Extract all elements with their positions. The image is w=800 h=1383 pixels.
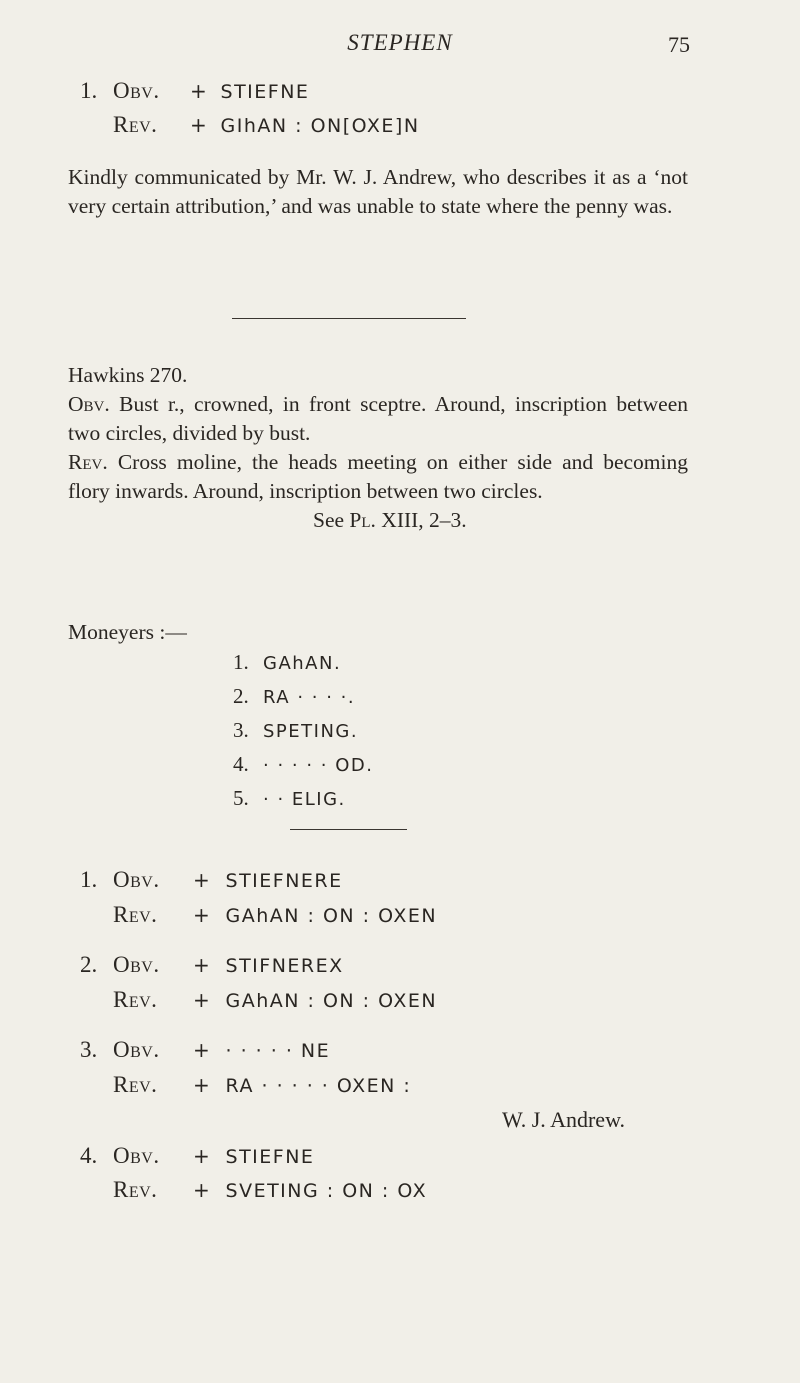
cross-icon: + (190, 79, 207, 103)
plate-label: Pl. (349, 508, 376, 532)
reverse-legend: RA · · · · · OXEN : (225, 1075, 412, 1097)
reverse-legend: GAhAN : ON : OXEN (225, 905, 438, 927)
cross-icon: + (193, 988, 210, 1012)
coin-4-obverse: 4. Obv. + STIEFNE (80, 1143, 315, 1168)
plate-reference (68, 506, 688, 535)
obverse-label: Obv. (113, 78, 160, 103)
cross-icon: + (193, 1038, 210, 1062)
cross-icon: + (190, 113, 207, 137)
obverse-description (68, 390, 688, 448)
type-title: Hawkins 270. (68, 363, 188, 387)
reverse-legend: GAhAN : ON : OXEN (225, 990, 438, 1012)
plate-number: XIII, 2–3. (381, 508, 467, 532)
page-number: 75 (668, 32, 690, 57)
coin-1-reverse: Rev. + GAhAN : ON : OXEN (113, 902, 438, 927)
attribution: W. J. Andrew. (502, 1107, 626, 1132)
cross-icon: + (193, 953, 210, 977)
moneyer-name: · · · · · OD. (263, 755, 374, 776)
obverse-legend: STIEFNERE (225, 870, 343, 892)
list-item: 5. · · ELIG. (233, 786, 346, 810)
list-item: 3. SPETING. (233, 718, 359, 742)
reverse-text: Cross moline, the heads meeting on either side and becoming flory inwards. Around, inscription between two circles. (68, 450, 689, 503)
cross-icon: + (193, 1073, 210, 1097)
see-prefix: See (313, 508, 345, 532)
coin-3-obverse: 3. Obv. + · · · · · NE (80, 1037, 331, 1062)
running-title: STEPHEN (347, 30, 453, 55)
obverse-legend: STIEFNE (220, 81, 310, 103)
coin-number: 1. (80, 78, 98, 103)
reverse-label: Rev. (113, 112, 158, 137)
reverse-legend: SVETING : ON : OX (225, 1180, 428, 1202)
cross-icon: + (193, 1178, 210, 1202)
reverse-legend: GIhAN : ON[OXE]N (220, 115, 420, 137)
obverse-label: Obv. (68, 392, 110, 416)
obverse-text: Bust r., crowned, in front sceptre. Around, inscription between two circles, divided by bust. (68, 392, 688, 445)
cross-icon: + (193, 903, 210, 927)
coin-2-reverse: Rev. + GAhAN : ON : OXEN (113, 987, 438, 1012)
section-divider (290, 829, 407, 830)
list-item: 2. RA · · · ·. (233, 684, 356, 708)
moneyer-name: RA · · · ·. (263, 687, 356, 708)
cross-icon: + (193, 1144, 210, 1168)
top-coin-reverse (113, 112, 420, 138)
attribution-note: Kindly communicated by Mr. W. J. Andrew, who describes it as a ‘not very certain attribution,’ and was unable to state where the penny was. (68, 165, 688, 218)
top-coin-obverse (80, 78, 309, 104)
coin-3-reverse: Rev. + RA · · · · · OXEN : (113, 1072, 412, 1097)
moneyer-name: · · ELIG. (263, 789, 346, 810)
reverse-description (68, 448, 688, 506)
moneyers-list (233, 650, 373, 820)
type-description (68, 361, 688, 535)
coin-4-reverse: Rev. + SVETING : ON : OX (113, 1177, 428, 1202)
section-divider (232, 318, 466, 319)
page-header (0, 22, 800, 62)
moneyer-name: SPETING. (263, 721, 359, 742)
moneyer-name: GAhAN. (263, 653, 342, 674)
list-item: 4. · · · · · OD. (233, 752, 374, 776)
coin-2-obverse: 2. Obv. + STIFNEREX (80, 952, 344, 977)
cross-icon: + (193, 868, 210, 892)
obverse-legend: · · · · · NE (225, 1040, 331, 1062)
obverse-legend: STIFNEREX (225, 955, 344, 977)
moneyers-heading: Moneyers :— (68, 620, 187, 644)
coin-1-obverse: 1. Obv. + STIEFNERE (80, 867, 343, 892)
reverse-label: Rev. (68, 450, 108, 474)
obverse-legend: STIEFNE (225, 1146, 315, 1168)
list-item: 1. GAhAN. (233, 650, 342, 674)
